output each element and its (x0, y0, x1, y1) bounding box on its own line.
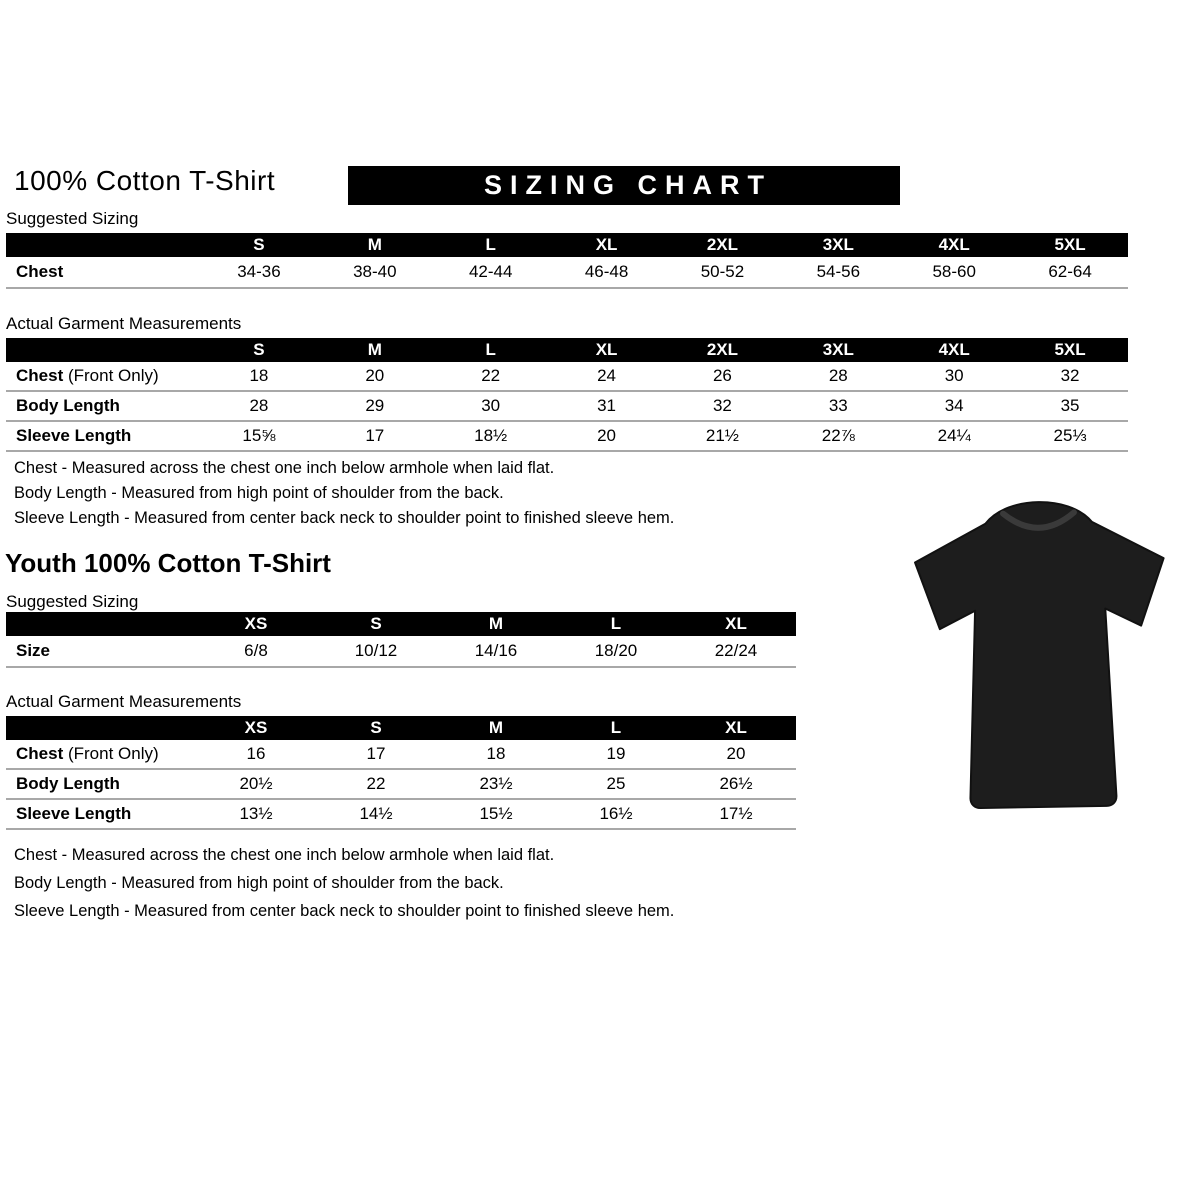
page-title: 100% Cotton T-Shirt (14, 165, 276, 196)
size-header: L (485, 340, 496, 359)
measurement-value: 10/12 (354, 641, 398, 660)
adult-actual-measurements-label: Actual Garment Measurements (6, 314, 242, 333)
measurement-value: 15⅝ (242, 426, 276, 445)
measurement-value: 35 (1060, 396, 1080, 415)
size-header: 4XL (938, 235, 970, 254)
measurement-value: 22 (366, 774, 386, 793)
size-header-row (6, 612, 796, 636)
row-label: Sleeve Length (16, 426, 132, 445)
measurement-value: 50-52 (700, 262, 745, 281)
measurement-value: 58-60 (932, 262, 976, 281)
size-header-row (6, 233, 1128, 257)
measurement-value: 14½ (359, 804, 393, 823)
measurement-value: 31 (597, 396, 617, 415)
row-label: Body Length (16, 774, 120, 793)
table-row-chest (6, 257, 1128, 289)
table-row-body-length (6, 392, 1128, 422)
youth-title: Youth 100% Cotton T-Shirt (5, 548, 331, 578)
size-header: M (488, 718, 504, 737)
measurement-value: 14/16 (474, 641, 518, 660)
measurement-value: 25 (606, 774, 626, 793)
measurement-value: 54-56 (816, 262, 861, 281)
black-tshirt-image (893, 476, 1189, 838)
table-row-body-length (6, 770, 796, 800)
size-header: L (610, 614, 622, 633)
size-header: XL (725, 718, 747, 737)
youth-actual-measurements-label: Actual Garment Measurements (6, 692, 242, 711)
measurement-value: 22⅞ (821, 426, 855, 445)
table-row-chest-front-only (6, 362, 1128, 392)
row-label: Chest (16, 262, 64, 281)
measurement-value: 18/20 (594, 641, 638, 660)
size-header: S (253, 340, 265, 359)
measurement-value: 20 (365, 366, 385, 385)
tshirt-silhouette (914, 500, 1168, 809)
measurement-value: 34 (944, 396, 964, 415)
table-row-size (6, 636, 796, 668)
size-header: 4XL (938, 340, 970, 359)
measurement-value: 15½ (479, 804, 513, 823)
measurement-value: 18 (249, 366, 269, 385)
size-header: 2XL (706, 235, 739, 254)
measurement-value: 62-64 (1048, 262, 1092, 281)
size-header: XL (595, 340, 618, 359)
measurement-value: 22 (481, 366, 501, 385)
measurement-value: 32 (712, 396, 732, 415)
size-header: 5XL (1054, 340, 1086, 359)
measurement-value: 26½ (719, 774, 753, 793)
measurement-value: 34-36 (237, 262, 281, 281)
youth-note-sleeve-length: Sleeve Length - Measured from center back neck to shoulder point to finished sleeve hem. (14, 902, 675, 920)
measurement-value: 28 (828, 366, 848, 385)
size-header: 3XL (822, 340, 854, 359)
youth-actual-measurements-table (6, 716, 796, 830)
row-label (6, 366, 201, 386)
row-label: Body Length (16, 396, 120, 415)
measurement-value: 29 (365, 396, 385, 415)
measurement-value: 17 (365, 426, 385, 445)
youth-suggested-sizing-table (6, 612, 796, 668)
measurement-value: 18½ (474, 426, 508, 445)
measurement-value: 16 (246, 744, 266, 763)
adult-note-chest: Chest - Measured across the chest one inch below armhole when laid flat. (14, 459, 555, 477)
row-label-suffix: (Front Only) (63, 366, 159, 385)
measurement-value: 6/8 (244, 641, 268, 660)
size-header: S (370, 718, 382, 737)
adult-suggested-sizing-table (6, 233, 1128, 289)
measurement-value: 16½ (599, 804, 633, 823)
table-row-sleeve-length (6, 422, 1128, 452)
measurement-value: 20 (726, 744, 746, 763)
size-header: 3XL (822, 235, 854, 254)
measurement-value: 19 (606, 744, 626, 763)
size-header: XS (244, 718, 268, 737)
size-header: M (367, 340, 382, 359)
row-label-suffix: (Front Only) (63, 744, 159, 763)
measurement-value: 42-44 (468, 262, 513, 281)
size-header: M (488, 614, 504, 633)
size-header: 2XL (706, 340, 739, 359)
measurement-value: 17½ (719, 804, 753, 823)
adult-note-sleeve-length: Sleeve Length - Measured from center back neck to shoulder point to finished sleeve hem. (14, 509, 675, 527)
measurement-value: 25⅓ (1053, 426, 1087, 445)
adult-actual-measurements-table (6, 338, 1128, 452)
row-label: Size (16, 641, 51, 660)
measurement-value: 30 (944, 366, 964, 385)
measurement-value: 23½ (479, 774, 513, 793)
measurement-value: 30 (481, 396, 501, 415)
row-label-main: Chest (16, 366, 64, 385)
measurement-value: 22/24 (714, 641, 758, 660)
measurement-value: 26 (712, 366, 732, 385)
size-header: L (610, 718, 622, 737)
size-header-row (6, 338, 1128, 362)
adult-suggested-sizing-label: Suggested Sizing (6, 209, 139, 228)
measurement-value: 38-40 (353, 262, 397, 281)
sizing-chart-banner: SIZING CHART (348, 166, 900, 205)
measurement-value: 24 (597, 366, 617, 385)
size-header-row (6, 716, 796, 740)
size-header: 5XL (1054, 235, 1086, 254)
measurement-value: 20½ (239, 774, 273, 793)
adult-note-body-length: Body Length - Measured from high point of shoulder from the back. (14, 484, 504, 502)
size-header: XS (244, 614, 268, 633)
youth-suggested-sizing-label: Suggested Sizing (6, 592, 139, 611)
measurement-value: 13½ (239, 804, 273, 823)
measurement-value: 24¼ (937, 426, 971, 445)
measurement-value: 32 (1060, 366, 1080, 385)
table-row-sleeve-length (6, 800, 796, 830)
row-label: Sleeve Length (16, 804, 132, 823)
measurement-value: 21½ (705, 426, 739, 445)
size-header: S (370, 614, 382, 633)
size-header: L (485, 235, 496, 254)
size-header: M (367, 235, 382, 254)
youth-note-body-length: Body Length - Measured from high point of shoulder from the back. (14, 874, 504, 892)
measurement-value: 46-48 (584, 262, 629, 281)
table-row-chest-front-only (6, 740, 796, 770)
measurement-value: 28 (249, 396, 269, 415)
measurement-value: 20 (597, 426, 617, 445)
size-header: XL (595, 235, 618, 254)
row-label-main: Chest (16, 744, 64, 763)
size-header: S (253, 235, 265, 254)
row-label (6, 744, 196, 764)
measurement-value: 17 (366, 744, 386, 763)
size-header: XL (725, 614, 747, 633)
measurement-value: 33 (828, 396, 848, 415)
measurement-value: 18 (486, 744, 506, 763)
youth-note-chest: Chest - Measured across the chest one inch below armhole when laid flat. (14, 846, 555, 864)
